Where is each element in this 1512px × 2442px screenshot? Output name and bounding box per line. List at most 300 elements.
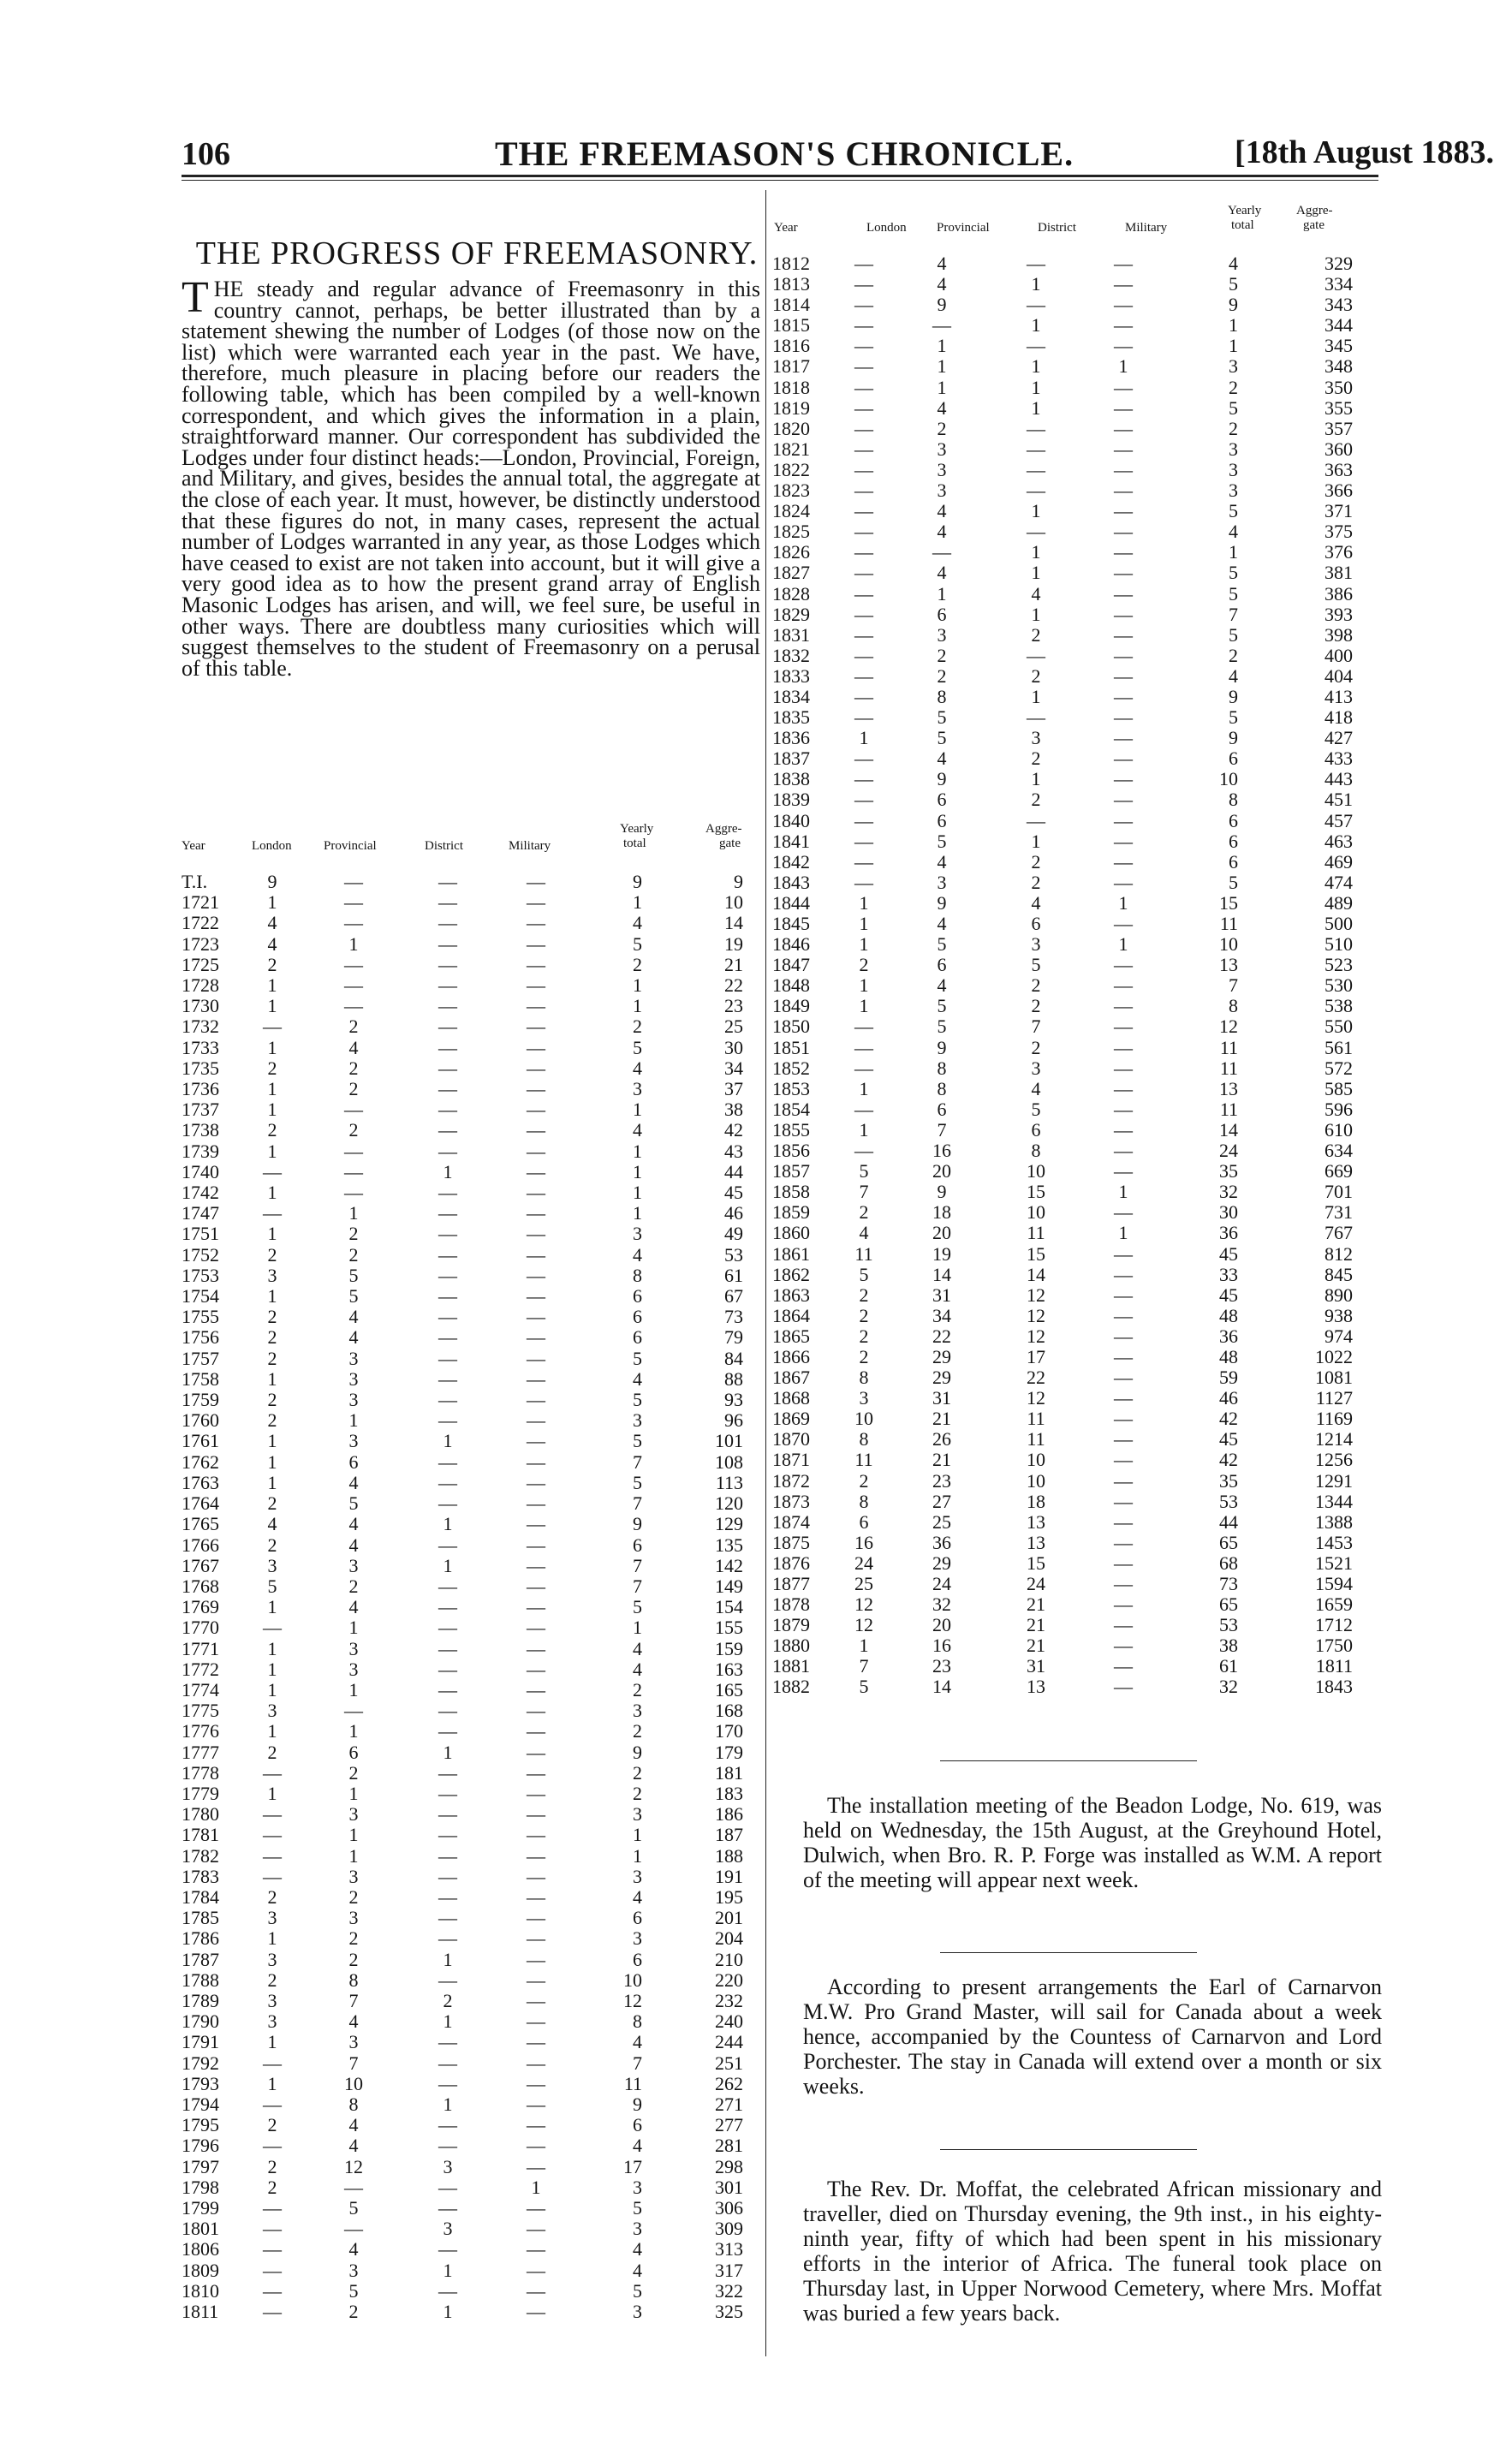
yearly-total-cell: 12: [1219, 1016, 1238, 1038]
military-cell: —: [1114, 541, 1133, 563]
column-divider: [765, 190, 766, 2356]
year-cell: 1866: [772, 1345, 810, 1367]
district-cell: —: [438, 1761, 457, 1784]
london-cell: —: [854, 582, 873, 605]
district-cell: —: [438, 2135, 457, 2157]
london-cell: 1: [859, 1635, 869, 1657]
year-cell: 1762: [182, 1450, 219, 1473]
military-cell: —: [527, 2218, 545, 2240]
district-cell: —: [438, 1347, 457, 1369]
provincial-cell: 4: [937, 913, 947, 934]
table-row: [182, 1680, 743, 1700]
table-row: [182, 1327, 743, 1348]
aggregate-cell: 890: [1324, 1284, 1353, 1306]
provincial-cell: 3: [348, 1554, 359, 1576]
provincial-cell: 25: [932, 1510, 951, 1533]
provincial-cell: 2: [348, 1016, 359, 1038]
yearly-total-cell: 4: [633, 2135, 642, 2157]
military-cell: —: [1114, 1201, 1133, 1224]
london-cell: 16: [854, 1531, 873, 1553]
table-row: [182, 2032, 743, 2052]
yearly-total-cell: 53: [1219, 1490, 1238, 1512]
military-cell: —: [1114, 623, 1133, 646]
table-row: [182, 872, 743, 892]
provincial-cell: 2: [348, 1885, 359, 1908]
table-row: [772, 1471, 1353, 1492]
london-cell: —: [263, 2238, 282, 2260]
district-cell: —: [438, 891, 457, 914]
yearly-total-cell: 5: [1229, 273, 1238, 295]
district-cell: —: [438, 2052, 457, 2074]
aggregate-cell: 101: [715, 1430, 743, 1452]
year-cell: 1851: [772, 1036, 810, 1058]
header-rule: [182, 175, 1378, 177]
table-row: [182, 2260, 743, 2281]
london-cell: —: [854, 314, 873, 337]
yearly-total-cell: 65: [1219, 1531, 1238, 1553]
london-cell: 1: [859, 995, 869, 1017]
london-cell: 1: [859, 1118, 869, 1141]
aggregate-cell: 298: [715, 2155, 743, 2177]
provincial-cell: 6: [937, 603, 947, 625]
note-separator: [940, 1760, 1197, 1761]
london-cell: —: [854, 396, 873, 419]
aggregate-cell: 1256: [1315, 1449, 1353, 1471]
district-cell: 4: [1031, 1077, 1041, 1099]
aggregate-cell: 375: [1324, 521, 1353, 543]
provincial-cell: 16: [932, 1140, 951, 1162]
provincial-cell: —: [344, 1099, 363, 1121]
aggregate-cell: 179: [715, 1741, 743, 1763]
year-cell: 1878: [772, 1593, 810, 1616]
year-cell: 1809: [182, 2259, 219, 2281]
provincial-cell: 2: [348, 1223, 359, 1245]
london-cell: —: [854, 273, 873, 295]
table-row: [772, 1409, 1353, 1429]
yearly-total-cell: 1: [633, 891, 642, 914]
district-cell: 2: [1031, 871, 1041, 893]
yearly-total-cell: 4: [633, 1057, 642, 1079]
table-row: [182, 2219, 743, 2239]
year-cell: 1861: [772, 1242, 810, 1265]
provincial-cell: 4: [937, 253, 947, 274]
military-cell: —: [527, 1700, 545, 1722]
military-cell: —: [1114, 809, 1133, 831]
provincial-cell: —: [344, 891, 363, 914]
district-cell: 1: [1031, 355, 1041, 378]
london-cell: 2: [267, 1409, 277, 1432]
london-cell: —: [854, 479, 873, 502]
provincial-cell: 6: [937, 809, 947, 831]
aggregate-cell: 1811: [1315, 1655, 1353, 1677]
year-cell: 1816: [772, 335, 810, 357]
year-cell: 1828: [772, 582, 810, 605]
aggregate-cell: 34: [724, 1057, 743, 1079]
provincial-cell: 26: [932, 1428, 951, 1450]
provincial-cell: 20: [932, 1614, 951, 1636]
provincial-cell: 3: [348, 1389, 359, 1411]
district-cell: 1: [443, 2259, 453, 2281]
aggregate-cell: 25: [724, 1016, 743, 1038]
london-cell: 25: [854, 1573, 873, 1594]
yearly-total-cell: 13: [1219, 954, 1238, 976]
provincial-cell: —: [344, 2218, 363, 2240]
table-row: [772, 1202, 1353, 1223]
aggregate-cell: 371: [1324, 500, 1353, 522]
district-cell: —: [438, 1678, 457, 1700]
provincial-cell: 12: [344, 2155, 363, 2177]
yearly-total-cell: 2: [1229, 644, 1238, 666]
yearly-total-cell: 2: [633, 1761, 642, 1784]
year-cell: 1768: [182, 1575, 219, 1597]
london-cell: 1: [267, 1927, 277, 1950]
provincial-cell: 1: [348, 1824, 359, 1846]
year-cell: 1760: [182, 1409, 219, 1432]
provincial-cell: 20: [932, 1222, 951, 1244]
year-cell: 1873: [772, 1490, 810, 1512]
london-cell: 4: [267, 912, 277, 934]
yearly-total-cell: 6: [633, 2114, 642, 2136]
table-row: [772, 1265, 1353, 1285]
aggregate-cell: 530: [1324, 974, 1353, 997]
table-row: [772, 1450, 1353, 1470]
table-row: [772, 1120, 1353, 1141]
provincial-cell: 6: [937, 1098, 947, 1120]
aggregate-cell: 240: [715, 2010, 743, 2033]
yearly-total-cell: 10: [623, 1968, 642, 1991]
year-cell: 1863: [772, 1284, 810, 1306]
district-cell: 2: [1031, 995, 1041, 1017]
military-cell: —: [1114, 1140, 1133, 1162]
london-cell: —: [854, 294, 873, 316]
military-cell: —: [1114, 1304, 1133, 1326]
table-row: [772, 1079, 1353, 1099]
table-row: [772, 789, 1353, 810]
provincial-cell: 1: [937, 355, 947, 378]
yearly-total-cell: 5: [1229, 582, 1238, 605]
military-cell: —: [527, 1285, 545, 1307]
yearly-total-cell: 11: [623, 2072, 642, 2094]
table-row: [772, 1326, 1353, 1347]
yearly-total-cell: 4: [633, 2031, 642, 2053]
aggregate-cell: 262: [715, 2072, 743, 2094]
military-cell: —: [527, 1389, 545, 1411]
yearly-total-cell: 15: [1219, 891, 1238, 914]
yearly-total-cell: 33: [1219, 1263, 1238, 1285]
london-cell: 1: [267, 1078, 277, 1100]
provincial-cell: 31: [932, 1284, 951, 1306]
yearly-total-cell: 5: [633, 2197, 642, 2219]
aggregate-cell: 1081: [1315, 1367, 1353, 1389]
yearly-total-cell: 7: [1229, 603, 1238, 625]
military-cell: —: [1114, 1635, 1133, 1657]
year-cell: 1791: [182, 2031, 219, 2053]
table-row: [772, 707, 1353, 728]
year-cell: 1843: [772, 871, 810, 893]
yearly-total-cell: 2: [633, 1016, 642, 1038]
table-row: [182, 1867, 743, 1887]
district-cell: —: [1027, 294, 1045, 316]
table-row: [772, 1141, 1353, 1161]
district-cell: —: [438, 1885, 457, 1908]
military-cell: —: [527, 1409, 545, 1432]
year-cell: 1736: [182, 1078, 219, 1100]
district-cell: —: [438, 1907, 457, 1929]
table-row: [182, 1804, 743, 1825]
year-cell: 1763: [182, 1471, 219, 1493]
provincial-cell: 4: [348, 2135, 359, 2157]
provincial-cell: 1: [348, 1202, 359, 1224]
table-row: [772, 625, 1353, 646]
provincial-cell: 5: [348, 2279, 359, 2302]
year-cell: 1825: [772, 521, 810, 543]
aggregate-cell: 30: [724, 1036, 743, 1058]
yearly-total-cell: 7: [633, 2052, 642, 2074]
table-row: [772, 501, 1353, 521]
district-cell: 12: [1027, 1304, 1045, 1326]
military-cell: —: [1114, 562, 1133, 584]
london-cell: 1: [267, 995, 277, 1017]
aggregate-cell: 149: [715, 1575, 743, 1597]
london-cell: 7: [859, 1181, 869, 1203]
london-cell: 2: [267, 1492, 277, 1515]
district-cell: 21: [1027, 1593, 1045, 1616]
provincial-cell: —: [344, 1160, 363, 1182]
district-cell: 3: [443, 2218, 453, 2240]
yearly-total-cell: 2: [633, 1720, 642, 1742]
military-cell: —: [1114, 995, 1133, 1017]
aggregate-cell: 191: [715, 1865, 743, 1887]
yearly-total-cell: 6: [633, 1948, 642, 1970]
yearly-total-cell: 6: [633, 1534, 642, 1556]
year-cell: 1865: [772, 1325, 810, 1347]
military-cell: —: [527, 1554, 545, 1576]
yearly-total-cell: 1: [1229, 541, 1238, 563]
table-row: [772, 955, 1353, 975]
table-row: [182, 2177, 743, 2198]
year-cell: 1774: [182, 1678, 219, 1700]
yearly-total-cell: 9: [1229, 294, 1238, 316]
military-cell: —: [527, 1678, 545, 1700]
year-cell: 1785: [182, 1907, 219, 1929]
military-cell: —: [527, 1367, 545, 1390]
year-cell: 1815: [772, 314, 810, 337]
yearly-total-cell: 68: [1219, 1552, 1238, 1574]
yearly-total-cell: 5: [633, 1389, 642, 1411]
aggregate-cell: 572: [1324, 1057, 1353, 1079]
year-cell: 1846: [772, 933, 810, 956]
yearly-total-cell: 5: [633, 1347, 642, 1369]
military-cell: —: [527, 932, 545, 955]
london-cell: —: [854, 417, 873, 439]
london-cell: —: [854, 623, 873, 646]
military-cell: —: [527, 2197, 545, 2219]
district-cell: —: [438, 1658, 457, 1680]
provincial-cell: 5: [937, 727, 947, 749]
provincial-cell: 6: [937, 789, 947, 811]
london-cell: 1: [267, 1637, 277, 1659]
table-row: [772, 646, 1353, 666]
table-row: [182, 2053, 743, 2074]
yearly-total-cell: 6: [1229, 830, 1238, 852]
military-cell: —: [1114, 1160, 1133, 1182]
aggregate-cell: 120: [715, 1492, 743, 1515]
year-cell: 1767: [182, 1554, 219, 1576]
table-row: [182, 1038, 743, 1058]
london-cell: 2: [267, 953, 277, 975]
military-cell: —: [527, 1243, 545, 1266]
military-cell: —: [1114, 376, 1133, 398]
provincial-cell: —: [932, 541, 951, 563]
aggregate-cell: 334: [1324, 273, 1353, 295]
year-cell: 1854: [772, 1098, 810, 1120]
table-row: [182, 1556, 743, 1576]
year-cell: 1818: [772, 376, 810, 398]
header-provincial: Provincial: [937, 221, 990, 235]
yearly-total-cell: 36: [1219, 1325, 1238, 1347]
aggregate-cell: 19: [724, 932, 743, 955]
table-row: [772, 439, 1353, 460]
aggregate-cell: 309: [715, 2218, 743, 2240]
year-cell: 1778: [182, 1761, 219, 1784]
district-cell: 31: [1027, 1655, 1045, 1677]
military-cell: —: [1114, 417, 1133, 439]
year-cell: 1836: [772, 727, 810, 749]
header-yearly: Yearly: [620, 822, 654, 836]
aggregate-cell: 42: [724, 1119, 743, 1141]
district-cell: —: [438, 1637, 457, 1659]
london-cell: 2: [859, 1304, 869, 1326]
year-cell: 1874: [772, 1510, 810, 1533]
district-cell: 10: [1027, 1449, 1045, 1471]
year-cell: 1837: [772, 747, 810, 770]
year-cell: 1860: [772, 1222, 810, 1244]
london-cell: —: [854, 850, 873, 873]
year-cell: 1753: [182, 1264, 219, 1286]
note-beadon-lodge-text: The installation meeting of the Beadon Lodge, No. 619, was held on Wednesday, the 15th August, at the Greyhound Hotel, Dulwich, when Bro. R. P. Forge was installed as W.M. A report of the meeting will appear next week.: [803, 1793, 1382, 1892]
page-number: 106: [182, 136, 230, 172]
district-cell: —: [438, 1720, 457, 1742]
yearly-total-cell: 2: [633, 1678, 642, 1700]
yearly-total-cell: 2: [1229, 417, 1238, 439]
district-cell: 1: [443, 2010, 453, 2033]
london-cell: 8: [859, 1367, 869, 1389]
district-cell: 6: [1031, 1118, 1041, 1141]
aggregate-cell: 376: [1324, 541, 1353, 563]
yearly-total-cell: 7: [633, 1554, 642, 1576]
provincial-cell: 3: [348, 2031, 359, 2053]
year-cell: 1877: [772, 1573, 810, 1594]
aggregate-cell: 1750: [1315, 1635, 1353, 1657]
district-cell: —: [438, 1782, 457, 1804]
yearly-total-cell: 35: [1219, 1160, 1238, 1182]
military-cell: 1: [1118, 933, 1128, 956]
london-cell: —: [263, 2301, 282, 2323]
aggregate-cell: 96: [724, 1409, 743, 1432]
district-cell: —: [438, 1119, 457, 1141]
year-cell: 1788: [182, 1968, 219, 1991]
district-cell: —: [1027, 809, 1045, 831]
district-cell: —: [438, 1596, 457, 1618]
london-cell: 3: [267, 1264, 277, 1286]
yearly-total-cell: 8: [1229, 995, 1238, 1017]
provincial-cell: 21: [932, 1408, 951, 1430]
provincial-cell: 4: [348, 1326, 359, 1349]
london-cell: 5: [859, 1160, 869, 1182]
provincial-cell: —: [344, 995, 363, 1017]
london-cell: 1: [267, 1720, 277, 1742]
year-cell: 1875: [772, 1531, 810, 1553]
district-cell: 5: [1031, 954, 1041, 976]
provincial-cell: 3: [348, 1907, 359, 1929]
london-cell: 4: [859, 1222, 869, 1244]
london-cell: —: [854, 253, 873, 274]
military-cell: —: [527, 1968, 545, 1991]
provincial-cell: 19: [932, 1242, 951, 1265]
year-cell: 1822: [772, 458, 810, 480]
yearly-total-cell: 6: [1229, 747, 1238, 770]
military-cell: —: [527, 1824, 545, 1846]
military-cell: —: [1114, 1036, 1133, 1058]
table-row: [182, 1245, 743, 1266]
london-cell: 7: [859, 1655, 869, 1677]
year-cell: 1842: [772, 850, 810, 873]
year-cell: 1881: [772, 1655, 810, 1677]
military-cell: —: [1114, 1490, 1133, 1512]
table-row: [772, 253, 1353, 274]
london-cell: 3: [267, 2010, 277, 2033]
district-cell: —: [1027, 458, 1045, 480]
district-cell: 2: [1031, 850, 1041, 873]
aggregate-cell: 10: [724, 891, 743, 914]
table-row: [182, 1991, 743, 2011]
london-cell: —: [263, 1016, 282, 1038]
provincial-cell: 9: [937, 294, 947, 316]
aggregate-cell: 474: [1324, 871, 1353, 893]
london-cell: 1: [267, 1678, 277, 1700]
london-cell: 2: [859, 1284, 869, 1306]
table-row: [182, 2281, 743, 2302]
aggregate-cell: 550: [1324, 1016, 1353, 1038]
military-cell: —: [1114, 335, 1133, 357]
district-cell: 13: [1027, 1510, 1045, 1533]
table-row: [182, 1307, 743, 1327]
aggregate-cell: 170: [715, 1720, 743, 1742]
military-cell: —: [527, 1534, 545, 1556]
year-cell: 1761: [182, 1430, 219, 1452]
military-cell: —: [527, 1306, 545, 1328]
note-carnarvon: [803, 1974, 1382, 2099]
london-cell: —: [854, 871, 873, 893]
district-cell: —: [438, 1036, 457, 1058]
military-cell: —: [1114, 479, 1133, 502]
table-row: [772, 852, 1353, 873]
table-row: [182, 1700, 743, 1721]
provincial-cell: 3: [348, 1865, 359, 1887]
london-cell: 9: [267, 871, 277, 892]
district-cell: 1: [443, 1160, 453, 1182]
district-cell: —: [438, 1389, 457, 1411]
aggregate-cell: 73: [724, 1306, 743, 1328]
provincial-cell: 27: [932, 1490, 951, 1512]
district-cell: —: [438, 1409, 457, 1432]
aggregate-cell: 812: [1324, 1242, 1353, 1265]
military-cell: 1: [1118, 355, 1128, 378]
london-cell: 1: [267, 1450, 277, 1473]
london-cell: 2: [859, 1201, 869, 1224]
yearly-total-cell: 4: [1229, 664, 1238, 687]
aggregate-cell: 938: [1324, 1304, 1353, 1326]
